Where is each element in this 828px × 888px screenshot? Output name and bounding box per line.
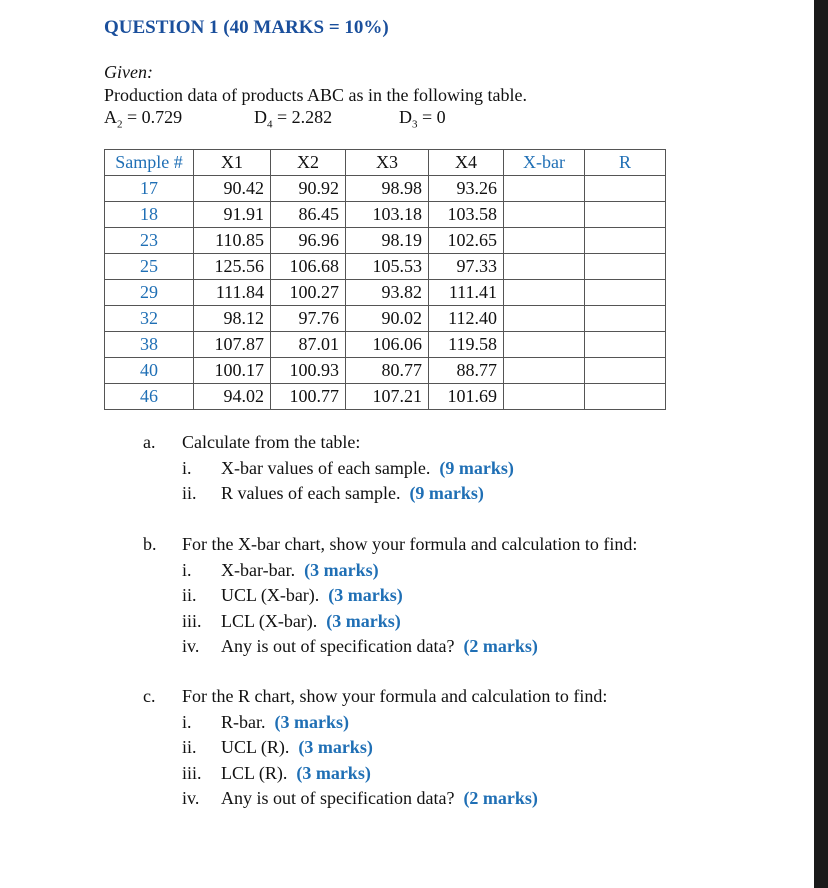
x2-cell: 100.27 bbox=[271, 280, 346, 306]
subquestion-text: X-bar-bar. bbox=[221, 559, 296, 580]
x2-cell: 90.92 bbox=[271, 176, 346, 202]
header-x3: X3 bbox=[346, 150, 429, 176]
xbar-cell bbox=[504, 332, 585, 358]
subquestion-number: iv. bbox=[182, 788, 200, 808]
subquestion-text: UCL (R). bbox=[221, 737, 290, 757]
subquestion-item bbox=[221, 611, 401, 632]
x2-cell: 100.77 bbox=[271, 384, 346, 410]
x1-cell: 91.91 bbox=[194, 202, 271, 228]
question-intro: Calculate from the table: bbox=[182, 432, 361, 452]
marks-label: (3 marks) bbox=[274, 711, 349, 732]
subquestion-number: i. bbox=[182, 711, 192, 732]
subquestion-text: LCL (X-bar). bbox=[221, 610, 318, 631]
r-cell bbox=[585, 384, 666, 410]
header-x2: X2 bbox=[271, 150, 346, 176]
sample-id-cell: 18 bbox=[105, 202, 194, 228]
x4-cell: 112.40 bbox=[429, 306, 504, 332]
r-cell bbox=[585, 228, 666, 254]
table-row bbox=[105, 384, 666, 410]
table-row bbox=[105, 228, 666, 254]
marks-label: (9 marks) bbox=[409, 483, 484, 503]
r-cell bbox=[585, 332, 666, 358]
subquestion-text: R values of each sample. bbox=[221, 483, 401, 503]
r-cell bbox=[585, 202, 666, 228]
subquestion-number: ii. bbox=[182, 737, 197, 757]
x1-cell: 98.12 bbox=[194, 306, 271, 332]
subquestion-text: UCL (X-bar). bbox=[221, 585, 320, 605]
x3-cell: 103.18 bbox=[346, 202, 429, 228]
x4-cell: 88.77 bbox=[429, 358, 504, 384]
subquestion-number: iii. bbox=[182, 610, 202, 631]
table-row bbox=[105, 332, 666, 358]
subquestion-number: ii. bbox=[182, 483, 197, 503]
r-cell bbox=[585, 306, 666, 332]
table-row bbox=[105, 280, 666, 306]
subquestion-text: LCL (R). bbox=[221, 762, 288, 783]
table-header-row bbox=[105, 150, 666, 176]
x3-cell: 80.77 bbox=[346, 358, 429, 384]
subquestion-item bbox=[221, 712, 349, 733]
description: Production data of products ABC as in the following table. bbox=[104, 85, 527, 105]
x4-cell: 103.58 bbox=[429, 202, 504, 228]
x1-cell: 125.56 bbox=[194, 254, 271, 280]
subquestion-item bbox=[221, 737, 373, 758]
sample-id-cell: 29 bbox=[105, 280, 194, 306]
subquestion-text: R-bar. bbox=[221, 711, 266, 732]
sample-id-cell: 17 bbox=[105, 176, 194, 202]
table-row bbox=[105, 358, 666, 384]
constant-d3: $D_3 = 0$ bbox=[399, 107, 446, 131]
sample-id-cell: 25 bbox=[105, 254, 194, 280]
x1-cell: 100.17 bbox=[194, 358, 271, 384]
marks-label: (3 marks) bbox=[298, 737, 373, 757]
x2-cell: 87.01 bbox=[271, 332, 346, 358]
table-row bbox=[105, 202, 666, 228]
x1-cell: 94.02 bbox=[194, 384, 271, 410]
constant-d4: $D_4 = 2.282$ bbox=[254, 107, 333, 131]
subquestion-number: i. bbox=[182, 559, 192, 580]
question-intro: For the R chart, show your formula and calculation to find: bbox=[182, 686, 608, 706]
sample-id-cell: 38 bbox=[105, 332, 194, 358]
marks-label: (3 marks) bbox=[296, 762, 371, 783]
subquestion-item bbox=[221, 636, 538, 657]
xbar-cell bbox=[504, 280, 585, 306]
marks-label: (3 marks) bbox=[328, 585, 403, 605]
question-title: QUESTION 1 (40 MARKS = 10%) bbox=[104, 17, 389, 38]
r-cell bbox=[585, 280, 666, 306]
xbar-cell bbox=[504, 254, 585, 280]
header-xbar: X-bar bbox=[504, 150, 585, 176]
x4-cell: 97.33 bbox=[429, 254, 504, 280]
subquestion-item bbox=[221, 585, 403, 606]
sample-id-cell: 32 bbox=[105, 306, 194, 332]
constants-line bbox=[104, 107, 504, 129]
subquestion-number: ii. bbox=[182, 585, 197, 605]
marks-label: (2 marks) bbox=[463, 636, 538, 656]
x4-cell: 111.41 bbox=[429, 280, 504, 306]
x2-cell: 106.68 bbox=[271, 254, 346, 280]
marks-label: (3 marks) bbox=[304, 559, 379, 580]
question-intro: For the X-bar chart, show your formula and calculation to find: bbox=[182, 534, 638, 554]
xbar-cell bbox=[504, 306, 585, 332]
table-row bbox=[105, 254, 666, 280]
table-row bbox=[105, 176, 666, 202]
header-x4: X4 bbox=[429, 150, 504, 176]
x1-cell: 90.42 bbox=[194, 176, 271, 202]
subquestion-number: i. bbox=[182, 457, 192, 478]
x4-cell: 102.65 bbox=[429, 228, 504, 254]
r-cell bbox=[585, 358, 666, 384]
x3-cell: 107.21 bbox=[346, 384, 429, 410]
x4-cell: 93.26 bbox=[429, 176, 504, 202]
sample-id-cell: 46 bbox=[105, 384, 194, 410]
x4-cell: 101.69 bbox=[429, 384, 504, 410]
subquestion-text: X-bar values of each sample. bbox=[221, 457, 431, 478]
x3-cell: 98.98 bbox=[346, 176, 429, 202]
sample-id-cell: 40 bbox=[105, 358, 194, 384]
subquestion-text: Any is out of specification data? bbox=[221, 636, 455, 656]
xbar-cell bbox=[504, 228, 585, 254]
x3-cell: 106.06 bbox=[346, 332, 429, 358]
marks-label: (9 marks) bbox=[439, 457, 514, 478]
screen-edge bbox=[814, 0, 828, 888]
xbar-cell bbox=[504, 202, 585, 228]
header-r: R bbox=[585, 150, 666, 176]
x2-cell: 97.76 bbox=[271, 306, 346, 332]
constant-a2: $A_2 = 0.729$ bbox=[104, 107, 183, 131]
production-data-table bbox=[104, 149, 666, 410]
subquestion-number: iii. bbox=[182, 762, 202, 783]
xbar-cell bbox=[504, 358, 585, 384]
x2-cell: 96.96 bbox=[271, 228, 346, 254]
subquestion-number: iv. bbox=[182, 636, 200, 656]
xbar-cell bbox=[504, 384, 585, 410]
x3-cell: 93.82 bbox=[346, 280, 429, 306]
r-cell bbox=[585, 176, 666, 202]
question-label: b. bbox=[143, 534, 157, 554]
header-sample: Sample # bbox=[105, 150, 194, 176]
header-x1: X1 bbox=[194, 150, 271, 176]
table-row bbox=[105, 306, 666, 332]
question-label: c. bbox=[143, 686, 156, 706]
r-cell bbox=[585, 254, 666, 280]
subquestion-text: Any is out of specification data? bbox=[221, 788, 455, 808]
subquestion-item bbox=[221, 458, 514, 479]
x1-cell: 111.84 bbox=[194, 280, 271, 306]
x2-cell: 100.93 bbox=[271, 358, 346, 384]
subquestion-item bbox=[221, 763, 371, 784]
x3-cell: 90.02 bbox=[346, 306, 429, 332]
marks-label: (2 marks) bbox=[463, 788, 538, 808]
subquestion-item bbox=[221, 560, 379, 581]
x2-cell: 86.45 bbox=[271, 202, 346, 228]
x3-cell: 105.53 bbox=[346, 254, 429, 280]
xbar-cell bbox=[504, 176, 585, 202]
x3-cell: 98.19 bbox=[346, 228, 429, 254]
sample-id-cell: 23 bbox=[105, 228, 194, 254]
given-label: Given: bbox=[104, 62, 153, 82]
subquestion-item bbox=[221, 788, 538, 809]
x1-cell: 107.87 bbox=[194, 332, 271, 358]
x1-cell: 110.85 bbox=[194, 228, 271, 254]
x4-cell: 119.58 bbox=[429, 332, 504, 358]
marks-label: (3 marks) bbox=[326, 610, 401, 631]
subquestion-item bbox=[221, 483, 484, 504]
question-label: a. bbox=[143, 432, 156, 452]
